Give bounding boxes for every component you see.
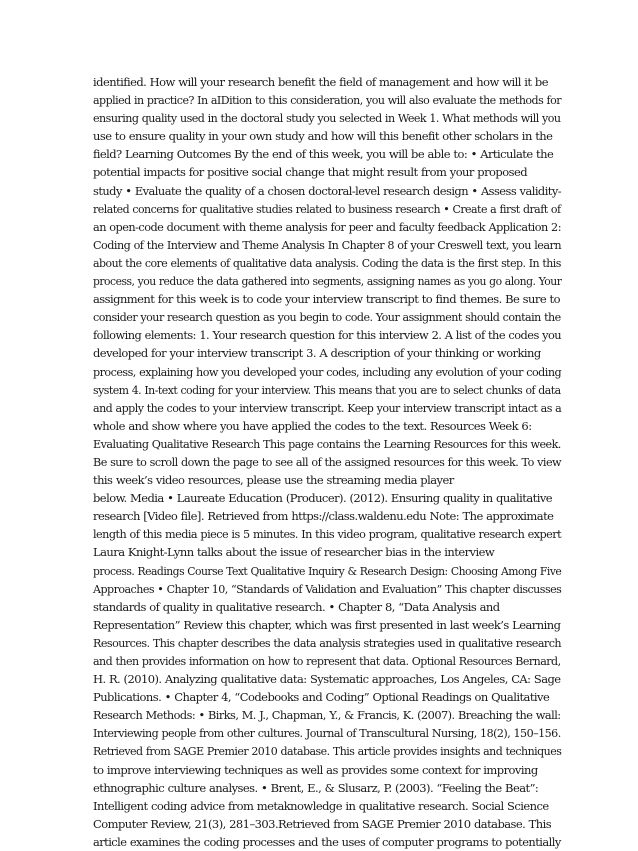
text-line: Computer Review, 21(3), 281–303.Retrieved from SAGE Premier 2010 database. This [93,816,552,831]
text-line: Research Methods: • Birks, M. J., Chapman, Y., & Francis, K. (2007). Breaching the wall: [93,708,561,723]
text-line: process. Readings Course Text Qualitative Inquiry & Research Design: Choosing Among Five [93,563,562,578]
body-text [93,73,562,851]
text-line: whole and show where you have applied the codes to the text. Resources Week 6: [93,418,532,433]
text-line: Resources. This chapter describes the data analysis strategies used in qualitative research [93,635,562,650]
text-line: and apply the codes to your interview transcript. Keep your interview transcript intact as a [93,400,562,415]
text-line: system 4. In-text coding for your interview. This means that you are to select chunks of data [93,382,561,397]
text-line: Intelligent coding advice from metaknowledge in qualitative research. Social Science [93,798,549,813]
text-line: standards of quality in qualitative research. • Chapter 8, “Data Analysis and [93,599,500,614]
text-line: Be sure to scroll down the page to see all of the assigned resources for this week. To view [93,454,562,469]
text-line: ethnographic culture analyses. • Brent, E., & Slusarz, P. (2003). “Feeling the Beat”: [93,780,539,795]
text-line: potential impacts for positive social change that might result from your proposed [93,165,528,180]
text-line: about the core elements of qualitative data analysis. Coding the data is the first step. In this [93,255,561,270]
text-line: identified. How will your research benefit the field of management and how will it be [93,75,548,89]
text-line: consider your research question as you begin to code. Your assignment should contain the [93,310,561,325]
text-line: an open-code document with theme analysis for peer and faculty feedback Application 2: [93,219,561,234]
text-line: Interviewing people from other cultures. Journal of Transcultural Nursing, 18(2), 150–156. [93,726,561,741]
text-line: below. Media • Laureate Education (Producer). (2012). Ensuring quality in qualitative [93,491,553,506]
text-line: H. R. (2010). Analyzing qualitative data: Systematic approaches, Los Angeles, CA: Sage [93,672,561,687]
text-line: related concerns for qualitative studies related to business research • Create a first draft of [93,201,561,216]
text-line: Laura Knight-Lynn talks about the issue of researcher bias in the interview [93,545,495,560]
text-line: Approaches • Chapter 10, “Standards of Validation and Evaluation” This chapter discusses [93,581,562,596]
text-line: process, you reduce the data gathered into segments, assigning names as you go along. Your [93,274,562,289]
text-line: length of this media piece is 5 minutes. In this video program, qualitative research expert [93,527,562,542]
text-line: field? Learning Outcomes By the end of this week, you will be able to: • Articulate the [93,147,554,162]
text-line: study • Evaluate the quality of a chosen doctoral-level research design • Assess validity- [93,183,562,198]
text-line: and then provides information on how to represent that data. Optional Resources Bernard, [93,654,561,668]
text-line: Coding of the Interview and Theme Analysis In Chapter 8 of your Creswell text, you learn [93,237,562,252]
text-line: following elements: 1. Your research question for this interview 2. A list of the codes you [93,328,562,343]
text-line: Publications. • Chapter 4, “Codebooks and Coding” Optional Readings on Qualitative [93,690,550,705]
text-line: ensuring quality used in the doctoral study you selected in Week 1. What methods will you [93,111,561,126]
text-line: Retrieved from SAGE Premier 2010 database. This article provides insights and techniques [93,744,562,759]
text-line: assignment for this week is to code your interview transcript to find themes. Be sure to [93,292,560,307]
text-line: process, explaining how you developed your codes, including any evolution of your coding [93,364,562,379]
text-line: applied in practice? In aIDition to this consideration, you will also evaluate the methods for [93,93,561,108]
text-line: research [Video file]. Retrieved from https://class.waldenu.edu Note: The approximate [93,509,554,524]
text-line: this week’s video resources, please use the streaming media player [93,473,454,488]
text-line: article examines the coding processes and the uses of computer programs to potentially [93,834,561,849]
text-line: Evaluating Qualitative Research This page contains the Learning Resources for this week. [93,436,561,451]
text-line: to improve interviewing techniques as well as provides some context for improving [93,762,538,777]
text-line: developed for your interview transcript 3. A description of your thinking or working [93,346,541,361]
text-line: Representation” Review this chapter, which was first presented in last week’s Learning [93,617,561,632]
text-line: use to ensure quality in your own study and how will this benefit other scholars in the [93,129,553,144]
